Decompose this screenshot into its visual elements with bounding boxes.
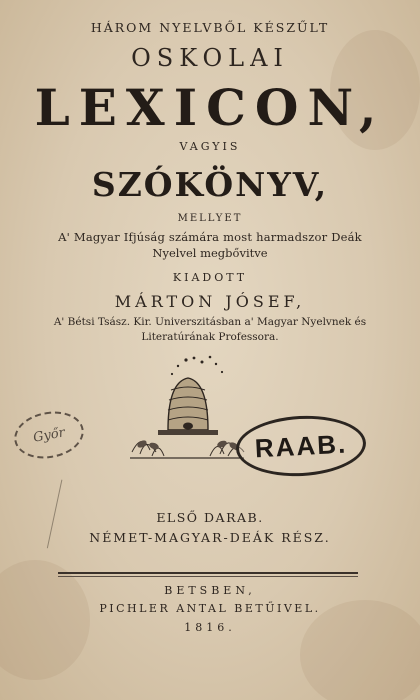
section-label: NÉMET-MAGYAR-DEÁK RÉSZ. bbox=[89, 530, 331, 545]
handwritten-stamp bbox=[11, 406, 88, 463]
main-title: LEXICON, bbox=[34, 78, 386, 137]
header-line: HÁROM NYELVBŐL KÉSZŰLT bbox=[90, 20, 330, 35]
imprint-year: 1816. bbox=[184, 621, 236, 634]
beehive-icon bbox=[128, 352, 246, 462]
author-role-line-1: A' Bétsi Tsász. Kir. Universzitásban a' Magyar Nyelvnek és bbox=[53, 316, 367, 328]
title-connector: VAGYIS bbox=[179, 140, 241, 153]
handwritten-stamp-text: Győr bbox=[32, 424, 66, 446]
divider-rule bbox=[58, 576, 358, 577]
library-stamp-text: RAAB. bbox=[254, 428, 348, 463]
published-by-label: KIADOTT bbox=[172, 271, 248, 284]
imprint-city: BETSBEN, bbox=[164, 584, 256, 597]
part-label: ELSŐ DARAB. bbox=[156, 510, 264, 525]
subtitle: SZÓKÖNYV, bbox=[91, 165, 329, 204]
author-name: MÁRTON JÓSEF, bbox=[114, 292, 306, 311]
paper-stain bbox=[0, 560, 90, 680]
divider-rule bbox=[58, 572, 358, 574]
description-line-1: A' Magyar Ifjúság számára most harmadszor Deák bbox=[58, 230, 362, 244]
library-stamp bbox=[235, 413, 368, 480]
title-top: OSKOLAI bbox=[131, 44, 289, 72]
author-role-line-2: Literatúrának Professora. bbox=[141, 331, 279, 343]
paper-stain bbox=[300, 600, 420, 700]
mellyet-line: MELLYET bbox=[177, 213, 243, 224]
imprint-printer: PICHLER ANTAL BETŰIVEL. bbox=[99, 602, 321, 615]
description-line-2: Nyelvel megbővitve bbox=[152, 246, 268, 260]
